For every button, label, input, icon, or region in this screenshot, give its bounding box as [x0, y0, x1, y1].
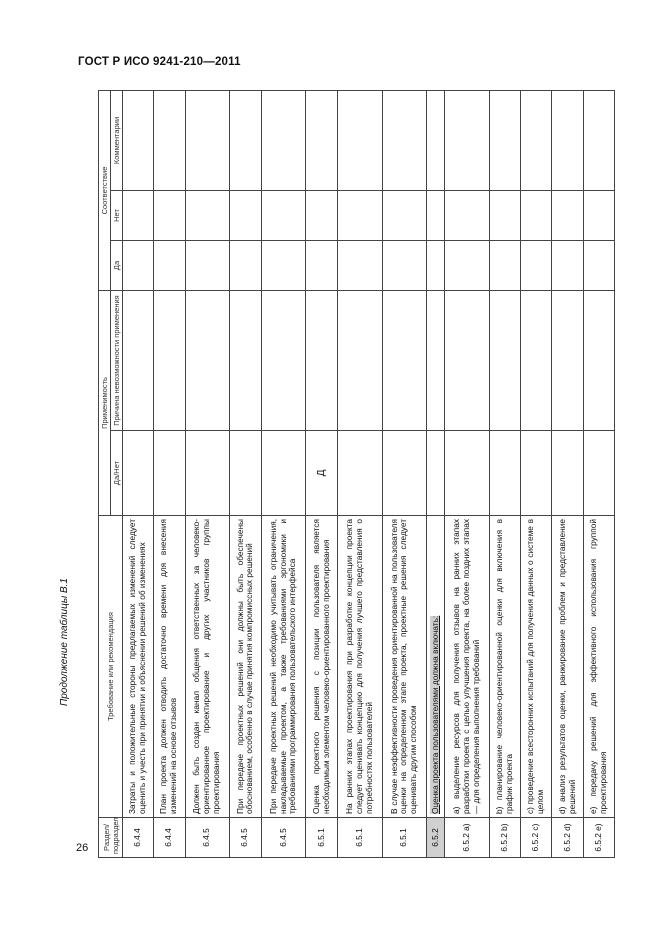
row-code: 6.5.2 a)	[445, 818, 490, 858]
table-row	[583, 90, 614, 857]
requirements-table	[98, 90, 615, 858]
row-requirement: Должен быть создан канал общения ответственных за человеко-ориентированное проектирование и других участников группы проектирования	[185, 516, 230, 818]
row-applicability-mark	[261, 431, 306, 516]
table-row	[306, 90, 337, 857]
page-number: 26	[76, 842, 89, 854]
row-requirement: c) проведение всесторонних испытаний для получения данных о системе в целом	[521, 516, 552, 818]
row-code: 6.4.5	[230, 818, 261, 858]
table-row	[230, 90, 261, 857]
row-applicability-mark	[185, 431, 230, 516]
row-requirement: e) передачу решений для эффективного использования группой проектирования	[583, 516, 614, 818]
row-applicability-mark	[521, 431, 552, 516]
row-code: 6.5.1	[306, 818, 337, 858]
row-code: 6.4.5	[261, 818, 306, 858]
row-code: 6.5.2 c)	[521, 818, 552, 858]
row-requirement: На ранних этапах проектирования при разработке концепции проекта следует оценивать концепцию для получения лучшего представления о потребностях пользователей	[337, 516, 382, 818]
row-requirement: В случае неэффективности проведения ориентированной на пользователя оценки на определенном этапе проекта, проектные решения следует оценивать другим способом	[382, 516, 427, 818]
header-compliance: Соответствие	[99, 90, 111, 290]
row-applicability-mark	[382, 431, 427, 516]
row-code: 6.5.2 b)	[489, 818, 520, 858]
header-requirement: Требование или рекомендация	[99, 516, 123, 818]
rotated-table-frame	[98, 91, 615, 858]
row-applicability-mark	[230, 431, 261, 516]
table-row	[261, 90, 306, 857]
row-applicability-mark	[154, 431, 185, 516]
row-requirement: b) планирование человеко-ориентированной оценки для включения в график проекта	[489, 516, 520, 818]
row-code: 6.5.2 e)	[583, 818, 614, 858]
row-requirement: a) выделение ресурсов для получения отзывов на ранних этапах разработки проекта с целью улучшения проекта, на более поздних этапах — для определения выполнения требований	[445, 516, 490, 818]
row-applicability-mark: Д	[306, 431, 337, 516]
row-requirement: При передаче проектных решений необходимо учитывать ограничения, накладываемые проектом, а также требованиями эргономики и требованиями программирования пользовательского интерфейса	[261, 516, 306, 818]
table-row	[489, 90, 520, 857]
row-applicability-mark	[552, 431, 583, 516]
header-reason: Причина невозможности применения	[111, 291, 123, 431]
row-applicability-mark	[337, 431, 382, 516]
header-no: Нет	[111, 191, 123, 241]
row-applicability-mark	[489, 431, 520, 516]
table-row	[521, 90, 552, 857]
row-requirement: d) анализ результатов оценки, ранжирование проблем и представление решений	[552, 516, 583, 818]
row-code: 6.5.1	[382, 818, 427, 858]
row-requirement: Оценка проектного решения с позиции пользователя является необходимым элементом человеко-ориентированного проектирования	[306, 516, 337, 818]
standard-title: ГОСТ Р ИСО 9241-210—2011	[78, 56, 241, 68]
table-row-highlighted	[427, 90, 445, 857]
table-row	[185, 90, 230, 857]
header-comments: Комментарии	[111, 90, 123, 190]
row-code: 6.5.1	[337, 818, 382, 858]
table-row	[552, 90, 583, 857]
row-code: 6.4.4	[154, 818, 185, 858]
row-applicability-mark	[427, 431, 445, 516]
row-code: 6.5.2 d)	[552, 818, 583, 858]
header-applicability: Применимость	[99, 291, 111, 516]
row-applicability-mark	[445, 431, 490, 516]
table-row	[123, 90, 154, 857]
row-applicability-mark	[123, 431, 154, 516]
table-row	[382, 90, 427, 857]
header-yes-no: Да/Нет	[111, 431, 123, 516]
row-requirement	[427, 516, 445, 818]
table-row	[445, 90, 490, 857]
row-applicability-mark	[583, 431, 614, 516]
row-code: 6.5.2	[427, 818, 445, 858]
table-continuation-caption: Продолжение таблицы В.1	[59, 578, 70, 706]
table-row	[337, 90, 382, 857]
row-code: 6.4.5	[185, 818, 230, 858]
highlighted-text: Оценка проекта пользователями должна включать:	[429, 615, 440, 814]
row-requirement: Затраты и положительные стороны предлагаемых изменений следует оценить и учесть при принятии и объяснении решений об изменениях	[123, 516, 154, 818]
row-code: 6.4.4	[123, 818, 154, 858]
table-row	[154, 90, 185, 857]
row-requirement: План проекта должен отводить достаточно времени для внесения изменений на основе отзывов	[154, 516, 185, 818]
header-yes: Да	[111, 241, 123, 291]
header-section: Раздел/ подраздел	[99, 818, 123, 858]
row-requirement: При передаче проектных решений они должны быть обеспечены обоснованием, особенно в случае принятия компромиссных решений	[230, 516, 261, 818]
